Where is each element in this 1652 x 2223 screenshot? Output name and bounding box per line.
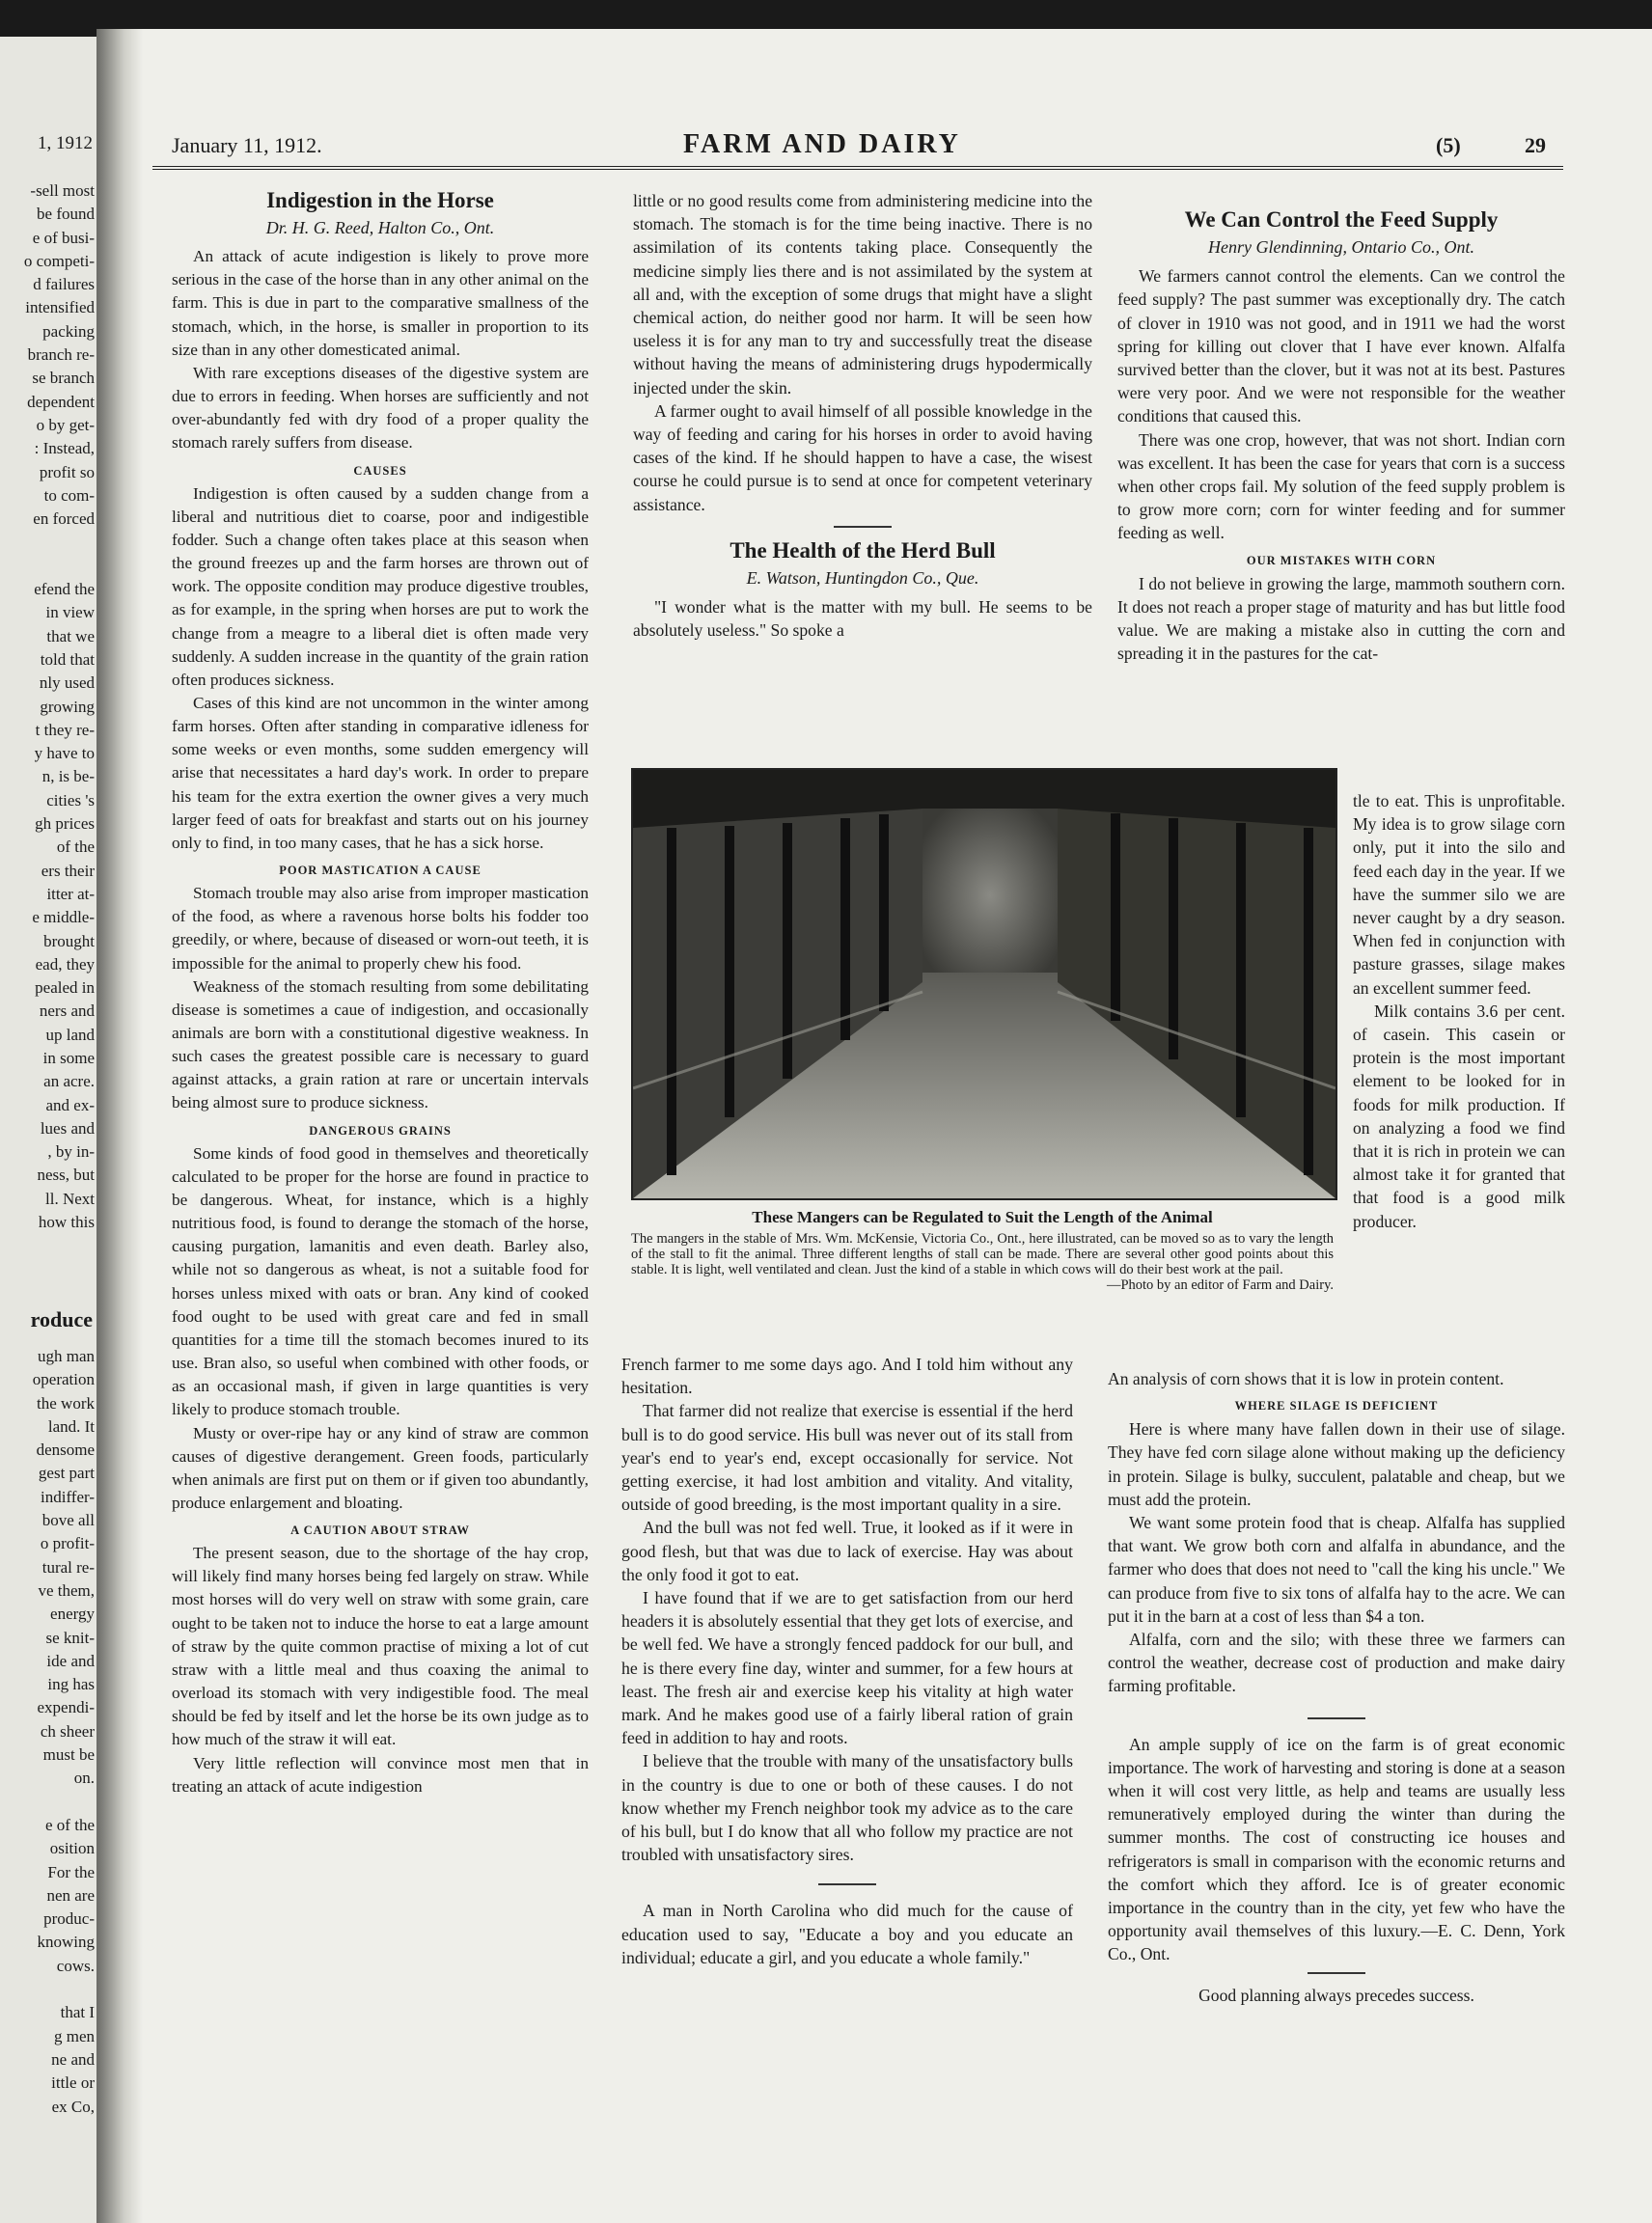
paragraph: Musty or over-ripe hay or any kind of straw are common causes of digestive derangement. Green foods, particularly when animals are first put on them or if given too abundantly, produce enlargement and bloating. xyxy=(172,1423,589,1512)
article-separator xyxy=(1308,1717,1365,1719)
previous-page-line: g men xyxy=(53,2026,95,2045)
previous-page-line: y have to xyxy=(34,744,95,763)
paragraph: Very little reflection will convince most men that in treating an attack of acute indigestion xyxy=(172,1753,589,1796)
article-title: Indigestion in the Horse xyxy=(266,188,494,212)
previous-page-line: nly used xyxy=(39,673,95,693)
previous-page-line xyxy=(0,531,95,554)
previous-page-line: ll. Next xyxy=(45,1189,95,1208)
paragraph: "I wonder what is the matter with my bull. He seems to be absolutely useless." So spoke a xyxy=(633,597,1092,641)
previous-page-line: en forced xyxy=(33,509,95,529)
paragraph: Cases of this kind are not uncommon in the winter among farm horses. Often after standing in comparative idleness for some weeks or even months, some sudden emergency will arise that necessitates a hard day's work. In order to prepare his team for the extra exertion the owner gives a very much larger feed of oats for breakfast and starts out on his journey only to find, in too many cases, that he has a sick horse. xyxy=(172,693,589,852)
previous-page-line: For the xyxy=(47,1862,95,1881)
previous-page-line: densome xyxy=(36,1441,95,1460)
paragraph: tle to eat. This is unprofitable. My idea is to grow silage corn only, put it into the silo and feed each day in the year. If we have the summer silo we are never caught by a dry season. When fed in conjunction with pasture grasses, silage makes an excellent summer feed. xyxy=(1353,791,1565,998)
previous-page-line: packing xyxy=(42,321,95,341)
paragraph: Stomach trouble may also arise from improper mastication of the food, as where a ravenous horse bolts his fodder too greedily, or where, because of diseased or worn-out teeth, it is impossible for the animal to properly chew his food. xyxy=(172,884,589,973)
previous-page-line: that I xyxy=(60,2003,95,2022)
previous-page-line: itter at- xyxy=(46,884,95,903)
previous-page-line: ide and xyxy=(46,1651,95,1670)
previous-page-line: gh prices xyxy=(35,814,95,834)
previous-page-line: in some xyxy=(42,1048,95,1067)
stable-interior-image xyxy=(633,770,1335,1198)
paragraph: We want some protein food that is cheap. Alfalfa has supplied that want. We grow both corn and alfalfa in abundance, and the farmer who does that does not need to "call the king his uncle." We can produce from five to six tons of alfalfa hay to the acre. We can put it in the barn at a cost of less than $4 a ton. xyxy=(1108,1513,1565,1626)
article-byline: Henry Glendinning, Ontario Co., Ont. xyxy=(1208,237,1474,257)
previous-page-line: t they re- xyxy=(35,720,95,739)
previous-page-line: how this xyxy=(38,1213,95,1232)
previous-page-line: energy xyxy=(50,1605,95,1624)
previous-page-line: ve them, xyxy=(38,1580,95,1600)
article-byline: E. Watson, Huntingdon Co., Que. xyxy=(746,567,979,588)
previous-page-line: that we xyxy=(46,626,95,645)
previous-page-line xyxy=(0,555,95,578)
page-spine-shadow xyxy=(96,29,143,2223)
header-section-number: (5) xyxy=(1436,133,1461,157)
previous-page-line: up land xyxy=(45,1025,95,1044)
column-middle-bottom xyxy=(621,1353,1073,1969)
column-feed-supply xyxy=(1117,199,1565,665)
article-byline: Dr. H. G. Reed, Halton Co., Ont. xyxy=(265,218,495,237)
previous-page-line: told that xyxy=(40,649,95,669)
previous-page-line: e of busi- xyxy=(32,228,95,247)
paragraph: I have found that if we are to get satisfaction from our herd headers it is absolutely essential that they get lots of exercise, and be well fed. We have a strongly fenced paddock for our bull, and he is there every fine day, winter and summer, for a few hours at least. The fresh air and exercise keep his vitality at high water mark. And he makes good use of a fairly liberal ration of grain feed in addition to hay and roots. xyxy=(621,1588,1073,1748)
header-page-number: 29 xyxy=(1525,133,1546,157)
previous-page-line: of the xyxy=(56,837,95,857)
previous-page-line: pealed in xyxy=(35,978,95,998)
paragraph: A man in North Carolina who did much for the cause of education used to say, "Educate a boy and you educate an individual; educate a girl, and you educate a whole family." xyxy=(621,1901,1073,1967)
article-title: The Health of the Herd Bull xyxy=(730,537,996,563)
previous-page-line: must be xyxy=(42,1745,95,1765)
previous-page-line: operation xyxy=(32,1370,95,1389)
previous-page-line: ne and xyxy=(51,2049,95,2069)
previous-page-line: cities 's xyxy=(46,790,95,810)
stable-photo xyxy=(631,768,1337,1200)
previous-page-line: ing has xyxy=(47,1675,95,1694)
masthead-title: FARM AND DAIRY xyxy=(683,129,961,159)
previous-page-line: ugh man xyxy=(37,1347,95,1365)
previous-page-column-bottom xyxy=(0,1345,95,2119)
previous-page-line xyxy=(0,1978,95,2001)
paragraph: I do not believe in growing the large, mammoth southern corn. It does not reach a proper stage of maturity and has but little food value. We are making a mistake also in cutting the corn and spreading it in the pastures for the cat- xyxy=(1117,573,1565,664)
subheading: WHERE SILAGE IS DEFICIENT xyxy=(1234,1399,1439,1413)
previous-page-line: nen are xyxy=(46,1885,95,1905)
paragraph: I believe that the trouble with many of the unsatisfactory bulls in the country is due to one or both of these causes. I do not know whether my French neighbor took my advice as to the care of his bull, but I do know that all who follow my practice are not troubled with unsatisfactory sires. xyxy=(621,1751,1073,1865)
previous-page-line: n, is be- xyxy=(41,767,95,786)
previous-page-line: on. xyxy=(73,1769,95,1788)
previous-page-line: be found xyxy=(37,205,95,224)
paragraph: Some kinds of food good in themselves and theoretically calculated to be proper for the horse are found in practice to be dangerous. Wheat, for instance, which is a highly nutritious food, is found to derange the stomach of the horse, causing purgation, lamanitis and even death. Barley also, while not so dangerous as wheat, is not a suitable food for horses unless mixed with oats or bran. Any kind of cooked food ought to be used with great care and fed in small quantities for a time till the stomach becomes inured to its use. Bran also, so useful when combined with other foods, or as an occasional mash, if given in large quantities is very likely to produce stomach trouble. xyxy=(172,1143,589,1419)
previous-page-line: land. It xyxy=(47,1416,95,1436)
column-middle-top xyxy=(633,189,1092,642)
paragraph: An analysis of corn shows that it is low in protein content. xyxy=(1108,1369,1504,1388)
previous-page-edge xyxy=(0,37,99,2223)
previous-page-line: o profit- xyxy=(40,1534,95,1553)
paragraph: And the bull was not fed well. True, it looked as if it were in good flesh, but that was due to lack of exercise. Hay was about the only food it got to eat. xyxy=(621,1518,1073,1584)
previous-page-line: ers their xyxy=(41,861,95,880)
previous-page-line: se knit- xyxy=(45,1628,95,1647)
paragraph: little or no good results come from administering medicine into the stomach. The stomach is for the time being inactive. There is no assimilation of its contents taking place. Consequently the medicine simply lies there and is not assimilated by the system at all and, with the exception of some drugs that might have a slight chemical action, do neither good nor harm. It will be seen how useless it is for any man to try and successfully treat the disease without having the means of administering drugs hypodermically injected under the skin. xyxy=(633,191,1092,398)
previous-page-line: profit so xyxy=(39,462,95,481)
previous-page-line: indiffer- xyxy=(41,1487,95,1506)
previous-page-line: efend the xyxy=(34,580,95,599)
article-title: We Can Control the Feed Supply xyxy=(1184,207,1499,232)
column-indigestion xyxy=(172,179,589,1798)
paragraph: Alfalfa, corn and the silo; with these three we farmers can control the weather, decrease cost of production and make dairy farming profitable. xyxy=(1108,1630,1565,1696)
paragraph: Milk contains 3.6 per cent. of casein. This casein or protein is the most important element to be looked for in foods for milk production. If on analyzing a food we find that it is rich in protein we can almost take it for granted that that food is a good milk producer. xyxy=(1353,1001,1565,1231)
previous-page-line: and ex- xyxy=(45,1095,95,1114)
previous-page-line: d failures xyxy=(33,275,95,294)
previous-page-line: in view xyxy=(45,603,95,622)
paragraph: An ample supply of ice on the farm is of great economic importance. The work of harvesting and storing is done at a season when it will cost very little, as help and teams are usually less remuneratively employed during the winter than during the summer months. The cost of constructing ice houses and refrigerators is small in comparison with the economic returns and the comfort which they afford. Ice is of greater economic importance in the country than in the city, yet few who have the opportunity avail themselves of this luxury.—E. C. Denn, York Co., Ont. xyxy=(1108,1734,1565,1964)
previous-page-line: gest part xyxy=(38,1464,95,1483)
previous-page-line: intensified xyxy=(25,298,95,317)
previous-page-line: e middle- xyxy=(32,908,95,927)
article-separator xyxy=(834,526,892,528)
closing-line: Good planning always precedes success. xyxy=(1198,1985,1474,2005)
paragraph: We farmers cannot control the elements. Can we control the feed supply? The past summer was exceptionally dry. The catch of clover in 1910 was not good, and in 1911 we had the worst spring for killing out clover that I have ever known. Alfalfa survived better than the clover, but it was not at its best. Pastures were very poor. And we were not responsible for the weather conditions that caused this. xyxy=(1117,266,1565,426)
previous-page-line: tural re- xyxy=(41,1557,95,1577)
photo-credit: —Photo by an editor of Farm and Dairy. xyxy=(1106,1277,1334,1293)
page-header xyxy=(172,129,1561,168)
paragraph: An attack of acute indigestion is likely to prove more serious in the case of the horse than in any other animal on the farm. This is due in part to the comparative smallness of the stomach, which, in the horse, is smaller in proportion to its size than in any other domesticated animal. xyxy=(172,247,589,359)
paragraph: There was one crop, however, that was not short. Indian corn was excellent. It has been the case for years that corn is a success when other crops fail. My solution of the feed supply problem is to grow more corn; corn for winter feeding and for summer feeding as well. xyxy=(1117,429,1565,543)
previous-page-line: ners and xyxy=(39,1002,95,1021)
paragraph: Here is where many have fallen down in their use of silage. They have fed corn silage alone without making up the deficiency in protein. Silage is bulky, succulent, palatable and cheap, but we must add the protein. xyxy=(1108,1419,1565,1509)
paragraph: With rare exceptions diseases of the digestive system are due to errors in feeding. When horses are sufficiently and not over-abundantly fed with dry food of a proper quality the stomach rarely suffers from disease. xyxy=(172,363,589,453)
previous-page-line: ex Co, xyxy=(51,2097,95,2116)
paragraph: A farmer ought to avail himself of all possible knowledge in the way of feeding and caring for his horses in order to avoid having cases of the kind. If he should happen to have a case, the wisest course he could pursue is to send at once for competent veterinary assistance. xyxy=(633,400,1092,514)
previous-page-line: -sell most xyxy=(30,181,95,200)
header-date: January 11, 1912. xyxy=(172,133,322,157)
previous-page-line: expendi- xyxy=(37,1698,95,1717)
previous-page-header: 1, 1912 xyxy=(38,133,93,153)
previous-page-column-top xyxy=(0,179,95,1234)
previous-page-line: cows. xyxy=(56,1956,95,1975)
previous-page-line: to com- xyxy=(43,485,95,505)
previous-page-line: , by in- xyxy=(47,1142,95,1162)
caption-title: These Mangers can be Regulated to Suit the Length of the Animal xyxy=(752,1208,1213,1226)
previous-page-line: an acre. xyxy=(43,1072,95,1091)
column-feed-supply-narrow xyxy=(1353,789,1565,1233)
previous-page-line: : Instead, xyxy=(34,439,95,458)
caption-text: The mangers in the stable of Mrs. Wm. McKensie, Victoria Co., Ont., here illustrated, can be moved so as to vary the length of the stall to fit the animal. Three different lengths of stall can be made. There are several other good points about this stable. It is light, well ventilated and clean. Just the kind of a stable in which cows will do their best work at the pail. xyxy=(631,1231,1334,1277)
previous-page-line: ch sheer xyxy=(40,1721,95,1741)
previous-page-line: brought xyxy=(43,931,95,950)
previous-page-line: osition xyxy=(49,1839,95,1858)
article-separator xyxy=(818,1883,876,1885)
previous-page-line: knowing xyxy=(37,1933,95,1952)
previous-page-line: bove all xyxy=(41,1511,95,1530)
paragraph: Weakness of the stomach resulting from some debilitating disease is sometimes a caue of indigestion, and occasionally animals are born with a constitutional digestive weakness. In such cases the greatest possible care is necessary to guard against attacks, a grain ration at rare or uncertain intervals being almost sure to produce sickness. xyxy=(172,976,589,1112)
photo-caption xyxy=(631,1208,1334,1294)
previous-page-line: ittle or xyxy=(51,2073,95,2093)
previous-page-line: ead, they xyxy=(35,954,95,974)
subheading: A CAUTION ABOUT STRAW xyxy=(290,1523,470,1538)
previous-page-heading: roduce xyxy=(30,1307,93,1331)
previous-page-line xyxy=(0,1791,95,1814)
header-rule xyxy=(152,166,1563,170)
previous-page-line: the work xyxy=(37,1393,95,1413)
subheading: OUR MISTAKES WITH CORN xyxy=(1246,553,1437,567)
subheading: CAUSES xyxy=(353,463,407,478)
article-separator xyxy=(1308,1972,1365,1974)
subheading: DANGEROUS GRAINS xyxy=(309,1123,452,1138)
previous-page-line: se branch xyxy=(32,369,95,388)
paragraph: French farmer to me some days ago. And I told him without any hesitation. xyxy=(621,1355,1073,1398)
paragraph: The present season, due to the shortage of the hay crop, will likely find many horses being fed largely on straw. While most horses will do very well on straw with some grain, care ought to be taken not to induce the horse to eat a large amount of straw by the quite common practise of mixing a lot of cut straw with a little meal and thus coaxing the animal to overload its stomach with very indigestible food. The meal should be fed by itself and let the horse be its own judge as to how much of the straw it will eat. xyxy=(172,1544,589,1749)
paragraph: Indigestion is often caused by a sudden change from a liberal and nutritious diet to coarse, poor and indigestible fodder. Such a change often takes place at this season when the ground freezes up and the farm horses are thrown out of work. The opposite condition may produce digestive troubles, as for example, in the spring when horses are put to work the change from a meagre to a liberal diet is often made very suddenly. A sudden increase in the quantity of the grain ration often produces sickness. xyxy=(172,483,589,689)
previous-page-line: e of the xyxy=(45,1815,95,1834)
previous-page-line: produc- xyxy=(43,1909,95,1929)
column-feed-supply-bottom xyxy=(1108,1367,1565,2007)
previous-page-line: growing xyxy=(40,697,95,716)
previous-page-line: ness, but xyxy=(37,1166,95,1185)
paragraph: That farmer did not realize that exercise is essential if the herd bull is to do good service. His bull was never out of its stall from year's end to year's end, except occasionally for service. Not getting exercise, it had lost ambition and vitality. And vitality, outside of good breeding, is the most important quality in a sire. xyxy=(621,1401,1073,1515)
previous-page-line: o competi- xyxy=(23,251,95,270)
previous-page-line: branch re- xyxy=(27,345,95,365)
previous-page-line: lues and xyxy=(40,1118,95,1138)
previous-page-line: o by get- xyxy=(36,415,95,434)
previous-page-line: dependent xyxy=(27,392,95,411)
subheading: POOR MASTICATION A CAUSE xyxy=(279,864,482,878)
